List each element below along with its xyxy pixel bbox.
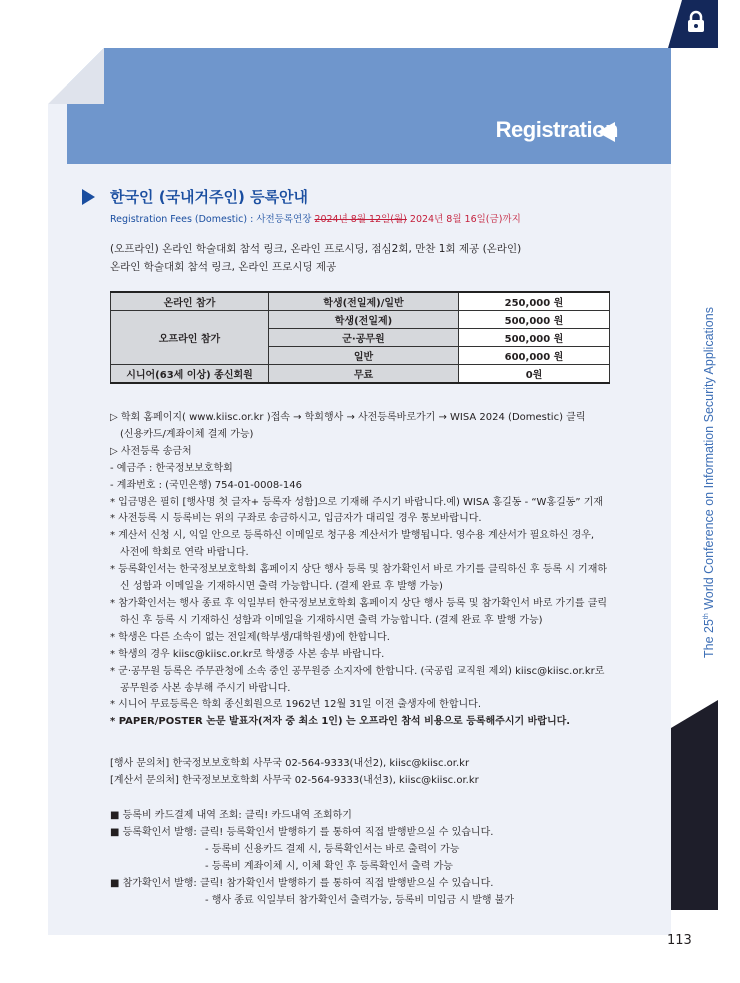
wisa-logo-text: WISA 2024 <box>714 763 739 875</box>
instruction-line: - 예금주 : 한국정보보호학회 <box>110 462 233 474</box>
triangle-right-icon <box>82 189 95 205</box>
table-cell: 학생(전일제)/일반 <box>269 292 459 311</box>
intro-line: (오프라인) 온라인 학술대회 참석 링크, 온라인 프로시딩, 점심2회, 만찬 1회 제공 (온라인) <box>110 243 522 255</box>
lock-icon <box>685 10 707 34</box>
note-line: ■ 등록비 카드결제 내역 조회: 클릭! 카드내역 조회하기 <box>110 810 352 821</box>
note-subline: - 등록비 신용카드 결제 시, 등록확인서는 바로 출력이 가능 <box>205 844 460 855</box>
intro-line: 온라인 학술대회 참석 링크, 온라인 프로시딩 제공 <box>110 261 337 273</box>
notes-block <box>110 807 514 909</box>
table-cell: 500,000 원 <box>459 311 610 329</box>
triangle-left-icon <box>597 122 615 142</box>
section-title: 한국인 (국내거주인) 등록안내 <box>110 188 309 206</box>
instruction-line: 공무원증 사본 송부해 주시기 바랍니다. <box>120 682 291 694</box>
instruction-line: (신용카드/계좌이체 결제 가능) <box>120 428 254 440</box>
table-row <box>111 292 610 311</box>
inquiry-line: [행사 문의처] 한국정보보호학회 사무국 02-564-9333(내선2), kiisc@kiisc.or.kr <box>110 758 470 769</box>
instruction-line: * 시니어 무료등록은 학회 종신회원으로 1962년 12월 31일 이전 출생자에 한합니다. <box>110 699 482 711</box>
instruction-line: 신 성함과 이메일을 기재하시면 출력 가능합니다. (결제 완료 후 발행 가능) <box>120 581 443 593</box>
subtitle-struck-date: 2024년 8월 12일(월) <box>314 214 407 225</box>
conference-name-sup: th <box>702 613 710 620</box>
intro-text <box>110 240 521 276</box>
table-cell: 무료 <box>269 365 459 384</box>
table-cell: 오프라인 참가 <box>111 311 269 365</box>
instruction-line: - 계좌번호 : (국민은행) 754-01-0008-146 <box>110 479 302 491</box>
table-row <box>111 311 610 329</box>
registration-instructions <box>110 410 655 731</box>
fee-table <box>110 291 610 384</box>
instruction-line: 하신 후 등록 시 기재하신 성함과 이메일을 기재하시면 출력 가능합니다. (결제 완료 후 발행 가능) <box>120 614 543 626</box>
page-fold-corner <box>48 48 104 104</box>
table-cell: 0원 <box>459 365 610 384</box>
subtitle-new-date: 2024년 8월 16일(금)까지 <box>406 214 521 225</box>
instruction-line: * 참가확인서는 행사 종료 후 익일부터 한국정보보호학회 홈페이지 상단 행사 등록 및 참가확인서 바로 가기를 클릭 <box>110 597 608 609</box>
table-cell: 온라인 참가 <box>111 292 269 311</box>
instruction-line: * 입금명은 필히 [행사명 첫 글자+ 등록자 성함]으로 기재해 주시기 바랍니다.예) WISA 홍길동 - “W홍길동” 기재 <box>110 496 604 508</box>
instruction-line: ▷ 사전등록 송금처 <box>110 445 192 457</box>
table-cell: 250,000 원 <box>459 292 610 311</box>
inquiry-block <box>110 755 479 789</box>
note-subline: - 행사 종료 익일부터 참가확인서 출력가능, 등록비 미입금 시 발행 불가 <box>205 895 515 906</box>
page-title: Registration <box>495 117 618 142</box>
instruction-line: 사전에 학회로 연락 바랍니다. <box>120 547 249 559</box>
section-subtitle <box>110 211 521 225</box>
table-cell: 학생(전일제) <box>269 311 459 329</box>
instruction-line: * 등록확인서는 한국정보보호학회 홈페이지 상단 행사 등록 및 참가확인서 바로 가기를 클릭하신 후 등록 시 기재하 <box>110 564 608 576</box>
conference-name-post: World Conference on Information Security Applications <box>702 307 716 614</box>
page-number: 113 <box>667 933 692 948</box>
table-cell: 군·공무원 <box>269 329 459 347</box>
inquiry-line: [계산서 문의처] 한국정보보호학회 사무국 02-564-9333(내선3), kiisc@kiisc.or.kr <box>110 775 479 786</box>
instruction-line: * 학생의 경우 kiisc@kiisc.or.kr로 학생증 사본 송부 바랍니다. <box>110 648 385 660</box>
table-cell: 일반 <box>269 347 459 365</box>
table-cell: 600,000 원 <box>459 347 610 365</box>
note-line: ■ 등록확인서 발행: 클릭! 등록확인서 발행하기 를 통하여 직접 발행받으실 수 있습니다. <box>110 827 494 838</box>
header-band <box>67 48 671 164</box>
instruction-line: * PAPER/POSTER 논문 발표자(저자 중 최소 1인) 는 오프라인 참석 비용으로 등록해주시기 바랍니다. <box>110 716 571 728</box>
instruction-line: ▷ 학회 홈페이지( www.kiisc.or.kr )접속 → 학회행사 → 사전등록바로가기 → WISA 2024 (Domestic) 클릭 <box>110 412 586 423</box>
note-line: ■ 참가확인서 발행: 클릭! 참가확인서 발행하기 를 통하여 직접 발행받으실 수 있습니다. <box>110 878 494 889</box>
instruction-line: * 학생은 다른 소속이 없는 전일제(학부생/대학원생)에 한합니다. <box>110 631 390 643</box>
instruction-line: * 계산서 신청 시, 익일 안으로 등록하신 이메일로 청구용 계산서가 발행됩니다. 영수용 계산서가 필요하신 경우, <box>110 530 595 542</box>
wisa-side-tab <box>671 700 718 910</box>
instruction-line: * 사전등록 시 등록비는 위의 구좌로 송금하시고, 입금자가 대리일 경우 통보바랍니다. <box>110 513 482 525</box>
conference-name <box>702 307 716 658</box>
subtitle-prefix: Registration Fees (Domestic) : 사전등록연장 <box>110 214 315 225</box>
conference-name-pre: The 25 <box>702 619 716 658</box>
table-cell: 500,000 원 <box>459 329 610 347</box>
instruction-line: * 군·공무원 등록은 주무관청에 소속 중인 공무원증 소지자에 한합니다. (국공립 교직원 제외) kiisc@kiisc.or.kr로 <box>110 665 605 677</box>
table-row <box>111 365 610 384</box>
table-cell: 시니어(63세 이상) 종신회원 <box>111 365 269 384</box>
note-subline: - 등록비 계좌이체 시, 이체 확인 후 등록확인서 출력 가능 <box>205 861 453 872</box>
